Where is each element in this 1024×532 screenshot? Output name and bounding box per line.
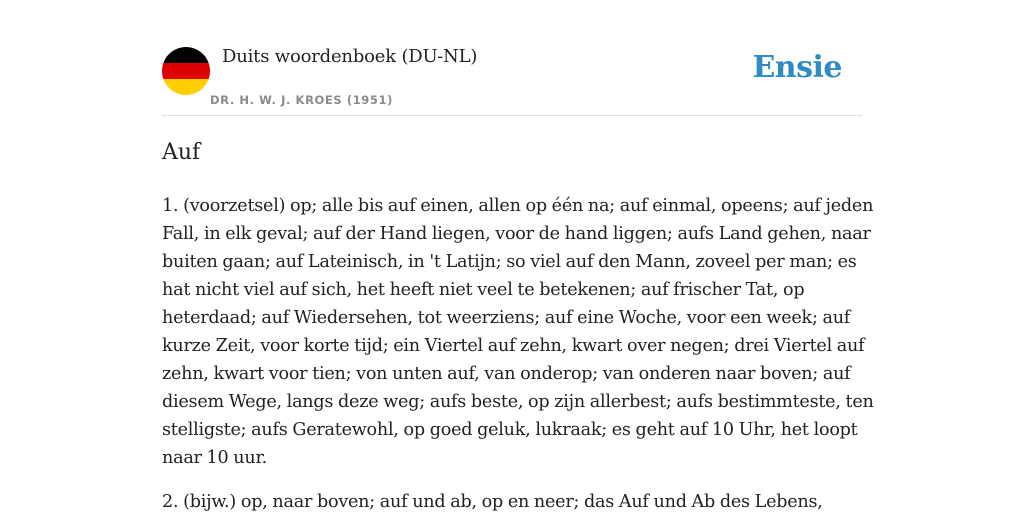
header	[162, 44, 862, 116]
flag-band-gold	[162, 79, 210, 95]
ensie-logo[interactable]: Ensie	[752, 50, 842, 85]
definition-paragraph-2: 2. (bijw.) op, naar boven; auf und ab, op en neer; das Auf und Ab des Lebens,	[162, 492, 823, 512]
entry-definition	[162, 192, 874, 532]
header-divider	[162, 115, 862, 116]
entry-headword: Auf	[162, 140, 201, 165]
germany-flag-icon	[162, 47, 210, 95]
flag-band-black	[162, 47, 210, 63]
definition-paragraph-1: 1. (voorzetsel) op; alle bis auf einen, allen op één na; auf einmal, opeens; auf jeden Fall, in elk geval; auf der Hand liegen, voor de hand liggen; aufs Land gehen, naar buiten gaan; auf Lateinisch, in 't Latijn; so viel auf den Mann, zoveel per man; es hat nicht viel auf sich, het heeft niet veel te betekenen; auf frischer Tat, op heterdaad; auf Wiedersehen, tot weerziens; auf eine Woche, voor een week; auf kurze Zeit, voor korte tijd; ein Viertel auf zehn, kwart over negen; drei Viertel auf zehn, kwart voor tien; von unten auf, van onderop; van onderen naar boven; auf diesem Wege, langs deze weg; aufs beste, op zijn allerbest; aufs bestimmteste, ten stelligste; aufs Geratewohl, op goed geluk, lukraak; es geht auf 10 Uhr, het loopt naar 10 uur.	[162, 196, 874, 468]
dictionary-author: DR. H. W. J. KROES (1951)	[210, 93, 393, 107]
dictionary-title[interactable]: Duits woordenboek (DU-NL)	[222, 46, 478, 67]
flag-band-red	[162, 63, 210, 79]
